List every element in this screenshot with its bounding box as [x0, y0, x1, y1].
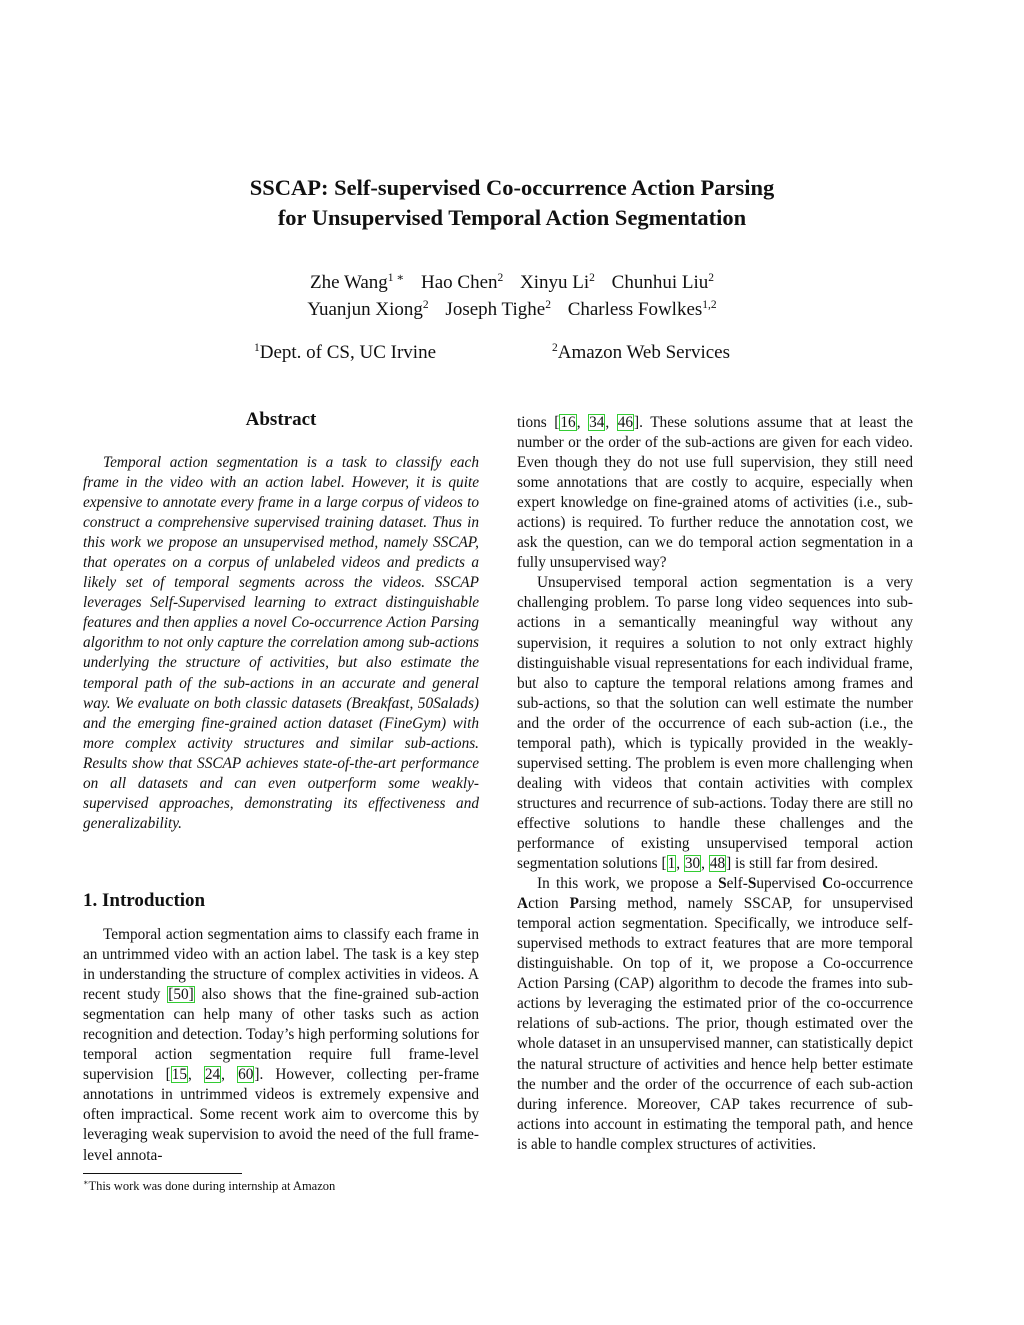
- citation-link[interactable]: 16: [560, 414, 576, 431]
- author: Chunhui Liu$^2$: [611, 272, 714, 293]
- author: Hao Chen$^2$: [421, 272, 504, 293]
- author: Joseph Tighe$^2$: [445, 299, 551, 320]
- citation-link[interactable]: [50]: [168, 986, 194, 1004]
- abstract-heading: Abstract: [245, 409, 317, 430]
- citation-link[interactable]: 48: [709, 855, 726, 873]
- affiliation-uci: $^1$Dept. of CS, UC Irvine: [254, 342, 437, 363]
- citation-link[interactable]: 30: [684, 855, 701, 873]
- footnote-divider: [83, 1173, 242, 1174]
- author-row-1: [0, 269, 1024, 296]
- citation-link[interactable]: 1: [667, 855, 676, 873]
- abstract-paragraph: Temporal action segmentation is a task to classify each frame in the video with an action label. However, it is quite expensive to annotate every frame in a large corpus of videos to construct a comprehensive supervised training dataset. Thus in this work we propose an unsupervised method, namely SSCAP, that operates on a corpus of unlabeled videos and predicts a likely set of temporal segments across the videos. SSCAP leverages Self-Supervised learning to extract distinguishable features and then applies a novel Co-occurrence Action Parsing algorithm to not only capture the correlation among sub-actions underlying the structure of activities, but also estimate the temporal path of the sub-actions in an accurate and general way. We evaluate on both classic datasets (Breakfast, 50Salads) and the emerging fine-grained action dataset (FineGym) with more complex activity structures and similar sub-actions. Results show that SSCAP achieves state-of-the-art performance on all datasets and can even outperform some weakly-supervised approaches, demonstrating its effectiveness and generalizability.: [83, 454, 479, 832]
- citation-link[interactable]: 60: [238, 1066, 254, 1084]
- intro-paragraph-1: Temporal action segmentation aims to classify each frame in an untrimmed video with an action label. The task is a key step in understanding the structure of complex activities in videos. A recent study [50] also shows that the fine-grained sub-action segmentation can help many of other tasks such as action recognition and detection. Today’s high performing solutions for temporal action segmentation require full frame-level supervision [15, 24, 60]. However, collecting per-frame annotations in untrimmed videos is extremely expensive and often impractical. Some recent work aim to overcome this by leveraging weak supervision to avoid the need of the full frame-level annota-: [83, 926, 480, 1164]
- section-heading-introduction: 1. Introduction: [83, 890, 206, 911]
- author: Zhe Wang$^{1 ∗}$: [310, 272, 405, 293]
- affiliation-aws: $^2$Amazon Web Services: [552, 342, 730, 363]
- citation-link[interactable]: 46: [617, 414, 634, 431]
- intro-paragraph-2: tions [16, 34, 46]. These solutions assume that at least the number or the order of the sub-actions are given for each video. Even though they do not use full supervision, they still need some annotations that are costly to acquire, especially when expert knowledge on fine-grained atoms of activities (i.e., sub-actions) is required. To further reduce the annotation cost, we ask the question, can we do temporal action segmentation in a fully unsupervised way?: [517, 414, 913, 572]
- author: Charless Fowlkes$^{1,2}$: [567, 299, 717, 320]
- citation-link[interactable]: 15: [171, 1066, 187, 1084]
- intro-paragraph-4: In this work, we propose a Self-Supervised Co-occurrence Action Parsing method, namely SSCAP, for unsupervised temporal action segmentation. Specifically, we introduce self-supervised methods to extract features that are more temporal distinguishable. On top of it, we propose a Co-occurrence Action Parsing (CAP) algorithm to decode the frames into sub-actions by leveraging the estimated prior of the co-occurrence relations of sub-actions. The prior, though estimated over the whole dataset in an unsupervised manner, can statistically depict the natural structure of activities and hence help better estimate the number and the order of the occurrence of each sub-action during inference. Moreover, CAP takes recurrence of sub-actions into account in estimating the temporal path, and hence is able to handle complex structures of activities.: [517, 875, 914, 1153]
- author-list: [0, 269, 1024, 323]
- abstract-body: [83, 453, 479, 834]
- citation-link[interactable]: 34: [589, 414, 605, 431]
- author: Xinyu Li$^2$: [520, 272, 595, 293]
- author-row-2: [0, 296, 1024, 323]
- title-line-1: SSCAP: Self-supervised Co-occurrence Action Parsing: [249, 175, 775, 200]
- intro-paragraph-3: Unsupervised temporal action segmentation is a very challenging problem. To parse long video sequences into sub-actions in a semantically meaningful way without any supervision, it requires a solution to not only extract highly distinguishable visual representations for each individual frame, but also to capture the temporal relations among frames and sub-actions, so that the solution can well estimate the number and the order of the occurrence of each sub-action (i.e., the temporal path), which is typically provided in the weakly-supervised setting. The problem is even more challenging when dealing with videos that contain activities with complex structures and recurrence of sub-actions. Today there are still no effective solutions to handle these challenges and the performance of existing unsupervised temporal action segmentation solutions [1, 30, 48] is still far from desired.: [517, 574, 913, 873]
- title-line-2: for Unsupervised Temporal Action Segmentation: [277, 205, 747, 230]
- author: Yuanjun Xiong$^2$: [307, 299, 429, 320]
- introduction-body: [83, 925, 479, 1166]
- paper-title: [0, 173, 1024, 233]
- citation-link[interactable]: 24: [204, 1066, 221, 1084]
- footnote: ∗This work was done during internship at Amazon: [83, 1178, 336, 1193]
- right-column-body: [517, 413, 913, 1155]
